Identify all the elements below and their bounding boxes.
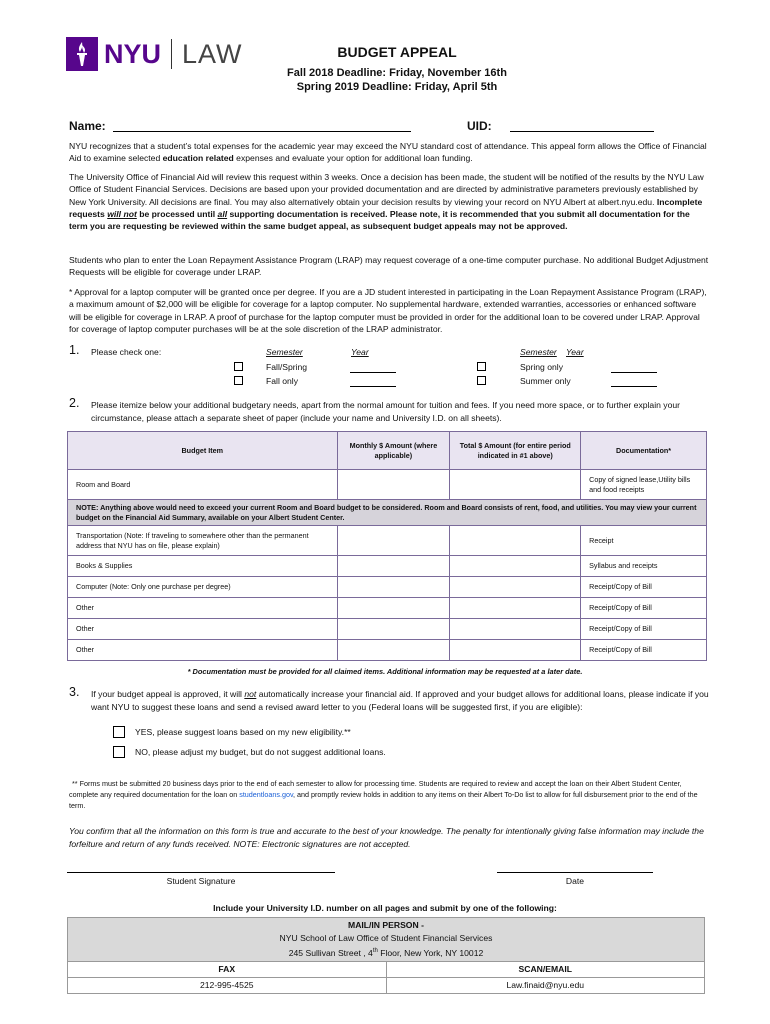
submit-table — [67, 917, 705, 994]
fall-only-label: Fall only — [266, 376, 298, 386]
fax-label: FAX — [68, 961, 387, 977]
fall-spring-checkbox[interactable] — [234, 362, 243, 371]
section-2-number: 2. — [69, 396, 80, 410]
section-2-text: Please itemize below your additional budgetary needs, apart from the normal amount for tuition and fees. If you need more space, or to further explain your circumstance, please attach a separate sheet of paper (include your name and University I.D. on all sheets). — [91, 400, 681, 423]
documentation-cell: Receipt — [581, 526, 707, 556]
intro-paragraph-1 — [69, 140, 709, 165]
summer-only-label: Summer only — [520, 376, 571, 386]
intro-paragraph-4: * Approval for a laptop computer will be granted once per degree. If you are a JD student interested in participating in the Loan Repayment Assistance Program (LRAP), a maximum amount of $2,000 will be eligible for coverage for a laptop computer. No supplemental hardware, extended warranties, accessories or enhanced software will be eligible for coverage in LRAP. A proof of purchase for the laptop computer must be provided in order for the additional loan to be covered under LRAP. Approval for coverage of laptop computer purchases will be at the sole discretion of the LRAP administrator. — [69, 287, 707, 334]
header-monthly-amount: Monthly $ Amount (where applicable) — [337, 432, 450, 470]
monthly-amount-input[interactable] — [337, 526, 450, 556]
semester-header-2: Semester — [520, 347, 557, 357]
fall-deadline: Fall 2018 Deadline: Friday, November 16th — [287, 67, 507, 79]
section-3-text — [91, 688, 711, 713]
budget-item-cell: Books & Supplies — [68, 556, 338, 577]
student-signature-field[interactable] — [67, 872, 335, 873]
intro-bold: supporting documentation is received. Please note, it is recommended that you submit all documentation for the term you are requesting be reviewed within the same budget appeal, as subsequent budget appeals may not be approved. — [69, 208, 690, 232]
budget-item-cell: Computer (Note: Only one purchase per degree) — [68, 577, 338, 598]
total-amount-input[interactable] — [450, 640, 581, 661]
intro-bold-italic: all — [217, 208, 228, 219]
yes-loans-checkbox[interactable] — [113, 726, 125, 738]
address-part: 245 Sullivan Street , 4 — [288, 947, 373, 958]
monthly-amount-input[interactable] — [337, 598, 450, 619]
spring-only-checkbox[interactable] — [477, 362, 486, 371]
submit-heading: Include your University I.D. number on all pages and submit by one of the following: — [213, 903, 557, 913]
fall-spring-label: Fall/Spring — [266, 362, 308, 372]
section-1-label: Please check one: — [91, 347, 162, 357]
mail-title: MAIL/IN PERSON - — [348, 920, 424, 930]
documentation-cell: Receipt/Copy of Bill — [581, 577, 707, 598]
section-3-number: 3. — [69, 685, 80, 699]
intro-bold: Incomplete requests — [69, 196, 703, 219]
section-1-number: 1. — [69, 343, 80, 357]
header-budget-item: Budget Item — [68, 432, 338, 470]
address-part: Floor, New York, NY 10012 — [377, 947, 484, 958]
page-title: BUDGET APPEAL — [337, 44, 457, 60]
table-row — [68, 470, 707, 500]
table-row — [68, 619, 707, 640]
student-signature-label: Student Signature — [166, 876, 236, 886]
confirmation-statement: You confirm that all the information on this form is true and accurate to the best of your knowledge. The penalty for intentionally giving false information may include the forfeiture and return of any funds received. NOTE: Electronic signatures are not accepted. — [69, 826, 704, 849]
fall-only-year-field[interactable] — [350, 386, 396, 387]
total-amount-input[interactable] — [450, 556, 581, 577]
forms-note-text: ** Forms must be submitted 20 business days prior to the end of each semester to allow for processing time. Students are required to review and accept the loan on their Albert Student Center, complete any required documentation for the loan on — [69, 779, 682, 799]
logo-nyu-text: NYU — [104, 38, 162, 69]
documentation-cell: Syllabus and receipts — [581, 556, 707, 577]
budget-item-cell: Other — [68, 598, 338, 619]
date-label: Date — [565, 876, 585, 886]
logo-law-text: LAW — [182, 38, 243, 69]
spring-deadline: Spring 2019 Deadline: Friday, April 5th — [296, 81, 498, 93]
monthly-amount-input[interactable] — [337, 640, 450, 661]
monthly-amount-input[interactable] — [337, 577, 450, 598]
header-documentation: Documentation* — [581, 432, 707, 470]
budget-item-cell: Other — [68, 619, 338, 640]
yes-loans-label: YES, please suggest loans based on my new eligibility.** — [135, 727, 351, 737]
total-amount-input[interactable] — [450, 619, 581, 640]
year-header-2: Year — [566, 347, 584, 357]
table-row — [68, 556, 707, 577]
intro-bold-italic: will not — [107, 208, 137, 219]
documentation-cell: Receipt/Copy of Bill — [581, 598, 707, 619]
fall-spring-year-field[interactable] — [350, 372, 396, 373]
intro-bold: education related — [162, 153, 234, 164]
intro-bold: be processed until — [136, 208, 218, 219]
mail-in-person-cell — [68, 918, 705, 962]
forms-note — [69, 778, 709, 811]
monthly-amount-input[interactable] — [337, 619, 450, 640]
mail-address-line-2 — [72, 945, 700, 960]
intro-text: The University Office of Financial Aid will review this request within 3 weeks. Once a decision has been made, the student will be notified of the results by the NYU Law Office of Student Financial Services. Decisions are based upon your provided documentation and are directed by administrative parameters previously established by New York University. All decisions are final. You may also alternatively obtain your decision results by viewing your record on NYU Albert at albert.nyu.edu. — [69, 172, 704, 207]
intro-paragraph-2 — [69, 171, 709, 232]
fall-only-checkbox[interactable] — [234, 376, 243, 385]
section-3-text-part: If your budget appeal is approved, it will — [91, 689, 245, 699]
table-row — [68, 598, 707, 619]
budget-table-header — [68, 432, 707, 470]
semester-header: Semester — [266, 347, 303, 357]
address-sup: th — [372, 948, 378, 954]
year-header: Year — [351, 347, 369, 357]
scan-email-label: SCAN/EMAIL — [386, 961, 705, 977]
intro-text: NYU recognizes that a student’s total expenses for the academic year may exceed the NYU standard cost of attendance. This appeal form allows the Office of Financial Aid to examine selected — [69, 141, 707, 164]
table-row — [68, 577, 707, 598]
documentation-cell: Copy of signed lease,Utility bills and food receipts — [581, 470, 707, 500]
name-field[interactable] — [113, 131, 411, 132]
header-total-amount: Total $ Amount (for entire period indicated in #1 above) — [450, 432, 581, 470]
intro-paragraph-3: Students who plan to enter the Loan Repayment Assistance Program (LRAP) may request coverage of a one-time computer purchase. No additional Budget Adjustment Requests will be eligible for coverage under LRAP. — [69, 255, 709, 278]
budget-item-cell: Other — [68, 640, 338, 661]
no-loans-label: NO, please adjust my budget, but do not suggest additional loans. — [135, 747, 386, 757]
intro-text: expenses and evaluate your option for additional loan funding. — [233, 153, 473, 164]
forms-note-text: , and promptly review holds in addition to any items on their Albert To-Do list to allow for full disbursement prior to the end of the term. — [69, 790, 698, 810]
total-amount-input[interactable] — [450, 470, 581, 500]
total-amount-input[interactable] — [450, 577, 581, 598]
budget-table — [67, 431, 707, 661]
studentloans-link[interactable]: studentloans.gov — [239, 790, 294, 799]
name-label: Name: — [69, 119, 106, 133]
email-address[interactable]: Law.finaid@nyu.edu — [386, 977, 705, 993]
table-row — [68, 640, 707, 661]
uid-field[interactable] — [510, 131, 654, 132]
spring-only-label: Spring only — [520, 362, 563, 372]
budget-note: NOTE: Anything above would need to exceed your current Room and Board budget to be considered. Room and Board consists of rent, food, and utilities. You may view your current budget on the Financial Aid Summary, available on your Albert Student Center. — [68, 500, 707, 526]
summer-only-year-field[interactable] — [611, 386, 657, 387]
documentation-cell: Receipt/Copy of Bill — [581, 640, 707, 661]
budget-note-row — [68, 500, 707, 526]
budget-item-cell: Transportation (Note: If traveling to somewhere other than the permanent address that NYU has on file, please explain) — [68, 526, 338, 556]
section-3-text-part: automatically increase your financial aid. If approved and your budget allows for additional loans, please indicate if you want NYU to suggest these loans and send a revised award letter to you (Federal loans will be suggested first, if you are eligible): — [91, 689, 709, 712]
total-amount-input[interactable] — [450, 526, 581, 556]
uid-label: UID: — [467, 119, 492, 133]
no-loans-checkbox[interactable] — [113, 746, 125, 758]
summer-only-checkbox[interactable] — [477, 376, 486, 385]
fax-number: 212-995-4525 — [68, 977, 387, 993]
mail-address-line-1: NYU School of Law Office of Student Financial Services — [279, 933, 493, 943]
spring-only-year-field[interactable] — [611, 372, 657, 373]
total-amount-input[interactable] — [450, 598, 581, 619]
documentation-cell: Receipt/Copy of Bill — [581, 619, 707, 640]
documentation-footnote: * Documentation must be provided for all claimed items. Additional information may be requested at a later date. — [187, 667, 583, 676]
monthly-amount-input[interactable] — [337, 556, 450, 577]
section-3-emphasis: not — [244, 689, 257, 699]
table-row — [68, 526, 707, 556]
budget-item-cell: Room and Board — [68, 470, 338, 500]
date-field[interactable] — [497, 872, 653, 873]
monthly-amount-input[interactable] — [337, 470, 450, 500]
